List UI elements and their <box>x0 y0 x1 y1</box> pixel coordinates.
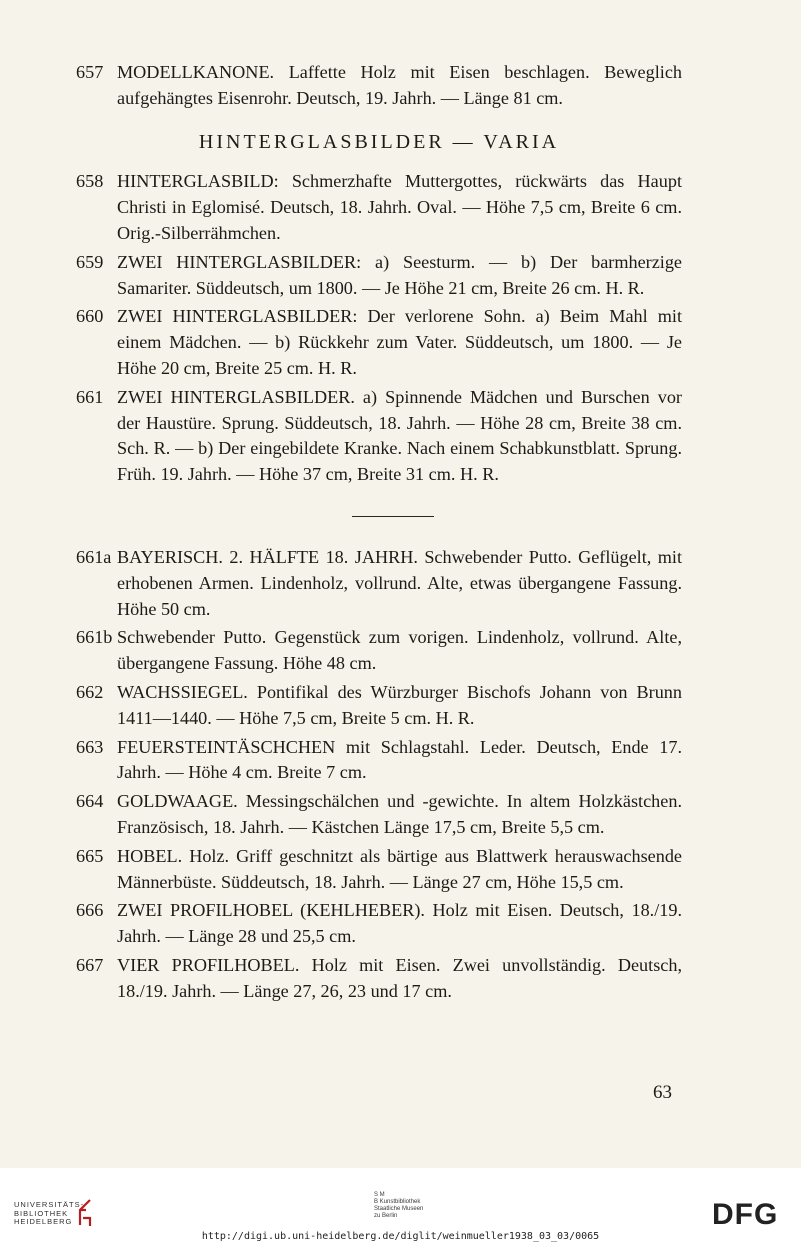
catalog-entry <box>76 680 682 732</box>
catalog-entry <box>76 385 682 488</box>
entry-number: 661b <box>76 627 113 648</box>
entry-number: 661a <box>76 546 112 567</box>
catalog-entry <box>76 625 682 677</box>
entry-text: HINTERGLASBILD: Schmerzhafte Muttergottes, rückwärts das Haupt Christi in Eglomisé. Deutsch, 18. Jahrh. Oval. — Höhe 7,5 cm, Breite 6 cm. Orig.-Silberrähmchen. <box>117 171 682 243</box>
viewer-footer <box>0 1168 801 1247</box>
catalog-entry <box>76 898 682 950</box>
entry-text: ZWEI PROFILHOBEL (KEHLHEBER). Holz mit Eisen. Deutsch, 18./19. Jahrh. — Länge 28 und 25,5 cm. <box>117 900 682 947</box>
entry-number: 663 <box>76 736 104 757</box>
university-logo-icon <box>74 1198 96 1228</box>
entry-text: VIER PROFILHOBEL. Holz mit Eisen. Zwei unvollständig. Deutsch, 18./19. Jahrh. — Länge 27, 26, 23 und 17 cm. <box>117 954 682 1001</box>
catalog-entry <box>76 304 682 381</box>
entry-number: 662 <box>76 681 104 702</box>
entry-text: ZWEI HINTERGLASBILDER: Der verlorene Sohn. a) Beim Mahl mit einem Mädchen. — b) Rückkehr zum Vater. Süddeutsch, um 1800. — Je Höhe 20 cm, Breite 25 cm. H. R. <box>117 306 682 378</box>
entry-number: 660 <box>76 306 104 327</box>
entry-text: ZWEI HINTERGLASBILDER. a) Spinnende Mädchen und Burschen vor der Haustüre. Sprung. Süddeutsch, 18. Jahrh. — Höhe 28 cm, Breite 38 cm. Sch. R. — b) Der eingebildete Kranke. Nach einem Schabkunstblatt. Sprung. Früh. 19. Jahrh. — Höhe 37 cm, Breite 31 cm. H. R. <box>117 386 682 485</box>
entry-text: HOBEL. Holz. Griff geschnitzt als bärtige aus Blattwerk herauswachsende Männerbüste. Süddeutsch, 18. Jahrh. — Länge 27 cm, Höhe 15,5 cm. <box>117 845 682 892</box>
entry-text: MODELLKANONE. Laffette Holz mit Eisen beschlagen. Beweglich aufgehängtes Eisenrohr. Deutsch, 19. Jahrh. — Länge 81 cm. <box>117 62 682 108</box>
library-credit: S M B Kunstbibliothek Staatliche Museen zu Berlin <box>374 1192 424 1219</box>
section-heading: HINTERGLASBILDER — VARIA <box>198 130 560 153</box>
catalog-entry <box>76 250 682 302</box>
catalog-entry <box>76 844 682 896</box>
catalog-text <box>76 60 682 1008</box>
catalog-entry <box>76 953 682 1005</box>
entry-text: FEUERSTEINTÄSCHCHEN mit Schlagstahl. Leder. Deutsch, Ende 17. Jahrh. — Höhe 4 cm. Breite 7 cm. <box>117 736 682 783</box>
entry-number: 664 <box>76 791 104 812</box>
section-divider <box>352 516 434 517</box>
catalog-entry <box>76 735 682 787</box>
catalog-entry <box>76 169 682 246</box>
entry-number: 657 <box>76 62 104 82</box>
entry-number: 658 <box>76 171 104 192</box>
catalog-entry <box>76 789 682 841</box>
entry-text: Schwebender Putto. Gegenstück zum vorigen. Lindenholz, vollrund. Alte, übergangene Fassung. Höhe 48 cm. <box>117 627 682 674</box>
entry-text: GOLDWAAGE. Messingschälchen und -gewichte. In altem Holzkästchen. Französisch, 18. Jahrh. — Kästchen Länge 17,5 cm, Breite 5,5 cm. <box>117 791 682 837</box>
entry-number: 666 <box>76 900 104 921</box>
permalink-url[interactable]: http://digi.ub.uni-heidelberg.de/diglit/weinmueller1938_03_03/0065 <box>201 1231 600 1242</box>
entry-text: BAYERISCH. 2. HÄLFTE 18. JAHRH. Schwebender Putto. Geflügelt, mit erhobenen Armen. Lindenholz, vollrund. Alte, etwas übergangene Fassung. Höhe 50 cm. <box>117 546 682 619</box>
entry-text: WACHSSIEGEL. Pontifikal des Würzburger Bischofs Johann von Brunn 1411—1440. — Höhe 7,5 cm, Breite 5 cm. H. R. <box>117 681 682 728</box>
page-number: 63 <box>653 1082 672 1103</box>
university-library-label: UNIVERSITÄTS- BIBLIOTHEK HEIDELBERG <box>14 1200 85 1226</box>
catalog-entry <box>76 60 682 112</box>
entry-number: 665 <box>76 845 104 866</box>
entry-number: 661 <box>76 386 104 407</box>
dfg-logo: DFG <box>712 1198 779 1231</box>
entry-text: ZWEI HINTERGLASBILDER: a) Seesturm. — b) Der barmherzige Samariter. Süddeutsch, um 1800. — Je Höhe 21 cm, Breite 26 cm. H. R. <box>117 251 682 298</box>
entry-number: 667 <box>76 954 104 975</box>
entry-number: 659 <box>76 251 104 272</box>
catalog-entry <box>76 545 682 622</box>
